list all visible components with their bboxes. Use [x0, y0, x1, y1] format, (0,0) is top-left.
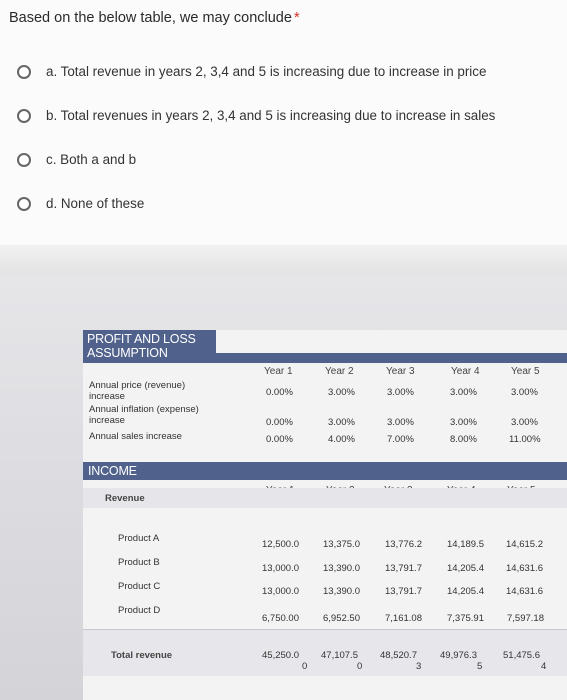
assumption-label: increase: [89, 415, 125, 426]
revenue-value: 14,205.4: [447, 586, 484, 597]
revenue-value: 14,615.2: [506, 539, 543, 550]
revenue-value: 13,000.0: [262, 563, 299, 574]
revenue-value: 14,205.4: [447, 563, 484, 574]
assumption-value: 0.00%: [266, 417, 293, 428]
assumption-value: 7.00%: [387, 434, 414, 445]
total-value: 47,107.5: [321, 650, 358, 661]
revenue-value: 13,776.2: [385, 539, 422, 550]
revenue-row: [83, 488, 567, 508]
assumption-value: 0.00%: [266, 434, 293, 445]
assumption-value: 3.00%: [450, 417, 477, 428]
year-header: Year 4: [451, 366, 480, 377]
product-label: Product A: [118, 533, 160, 544]
option-c-label: c. Both a and b: [46, 152, 137, 167]
total-value: 49,976.3: [440, 650, 477, 661]
revenue-value: 7,597.18: [507, 613, 544, 624]
revenue-value: 13,791.7: [385, 586, 422, 597]
total-revenue-row: [83, 630, 567, 676]
revenue-value: 13,791.7: [385, 563, 422, 574]
year-header: Year 3: [386, 366, 415, 377]
radio-button-a[interactable]: [17, 65, 31, 79]
total-value: 48,520.7: [380, 650, 417, 661]
total-revenue-label: Total revenue: [111, 650, 173, 661]
product-label: Product C: [118, 581, 161, 592]
year-header: Year 1: [264, 366, 293, 377]
question-text: Based on the below table, we may conclude *: [9, 10, 300, 26]
pl-header-band: [216, 353, 567, 363]
assumption-label: Annual price (revenue): [89, 380, 186, 391]
revenue-value: 14,189.5: [447, 539, 484, 550]
income-header: INCOME: [83, 462, 567, 480]
revenue-value: 12,500.0: [262, 539, 299, 550]
revenue-label: Revenue: [105, 493, 145, 504]
assumption-value: 4.00%: [328, 434, 355, 445]
revenue-value: 13,000.0: [262, 586, 299, 597]
product-label: Product B: [118, 557, 160, 568]
total-value-cont: 0: [302, 661, 308, 672]
revenue-value: 13,390.0: [323, 586, 360, 597]
total-value: 45,250.0: [262, 650, 299, 661]
year-header: Year 2: [325, 366, 354, 377]
assumption-value: 3.00%: [511, 387, 538, 398]
pl-assumption-header: PROFIT AND LOSS ASSUMPTION: [83, 330, 216, 363]
revenue-value: 7,161.08: [385, 613, 422, 624]
total-value-cont: 4: [541, 661, 547, 672]
option-d[interactable]: [17, 196, 144, 211]
profit-loss-table: [83, 330, 567, 700]
assumption-label: increase: [89, 391, 125, 402]
revenue-value: 13,375.0: [323, 539, 360, 550]
assumption-label: Annual sales increase: [89, 431, 182, 442]
assumption-value: 3.00%: [511, 417, 538, 428]
radio-button-b[interactable]: [17, 109, 31, 123]
required-mark: *: [293, 10, 300, 26]
assumption-value: 3.00%: [328, 387, 355, 398]
total-value-cont: 0: [357, 661, 363, 672]
revenue-value: 14,631.6: [506, 586, 543, 597]
assumption-value: 8.00%: [450, 434, 477, 445]
divider: [0, 245, 567, 275]
option-a[interactable]: [17, 64, 486, 79]
total-value: 51,475.6: [503, 650, 540, 661]
assumption-value: 3.00%: [387, 387, 414, 398]
radio-button-d[interactable]: [17, 197, 31, 211]
assumption-value: 0.00%: [266, 387, 293, 398]
radio-button-c[interactable]: [17, 153, 31, 167]
assumption-label: Annual inflation (expense): [89, 404, 199, 415]
total-value-cont: 3: [416, 661, 422, 672]
revenue-value: 6,750.00: [262, 613, 299, 624]
option-b[interactable]: [17, 108, 495, 123]
assumption-value: 3.00%: [387, 417, 414, 428]
question-card: [0, 0, 567, 245]
assumption-value: 3.00%: [328, 417, 355, 428]
option-d-label: d. None of these: [46, 196, 145, 211]
product-label: Product D: [118, 605, 161, 616]
year-header: Year 5: [511, 366, 540, 377]
assumption-value: 3.00%: [450, 387, 477, 398]
revenue-value: 6,952.50: [323, 613, 360, 624]
revenue-value: 14,631.6: [506, 563, 543, 574]
assumption-value: 11.00%: [509, 434, 541, 445]
total-value-cont: 5: [477, 661, 483, 672]
revenue-value: 13,390.0: [323, 563, 360, 574]
option-b-label: b. Total revenues in years 2, 3,4 and 5 is increasing due to increase in sales: [46, 108, 496, 123]
revenue-value: 7,375.91: [447, 613, 484, 624]
option-a-label: a. Total revenue in years 2, 3,4 and 5 is increasing due to increase in price: [46, 64, 487, 79]
option-c[interactable]: [17, 152, 136, 167]
